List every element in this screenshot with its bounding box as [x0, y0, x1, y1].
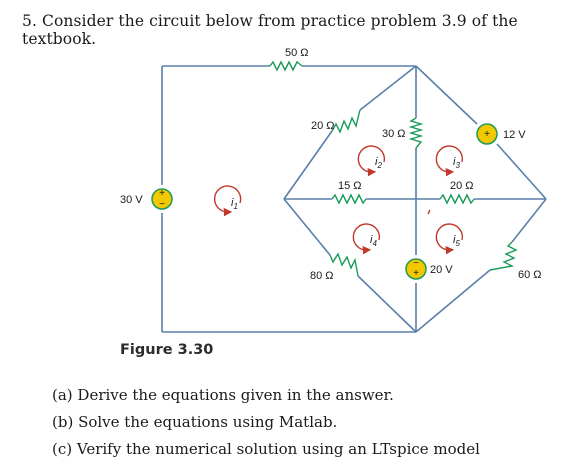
label-20-upper: 20 Ω — [311, 120, 335, 132]
resistor-50 — [270, 62, 302, 70]
part-a: (a) Derive the equations given in the answer. — [52, 386, 394, 404]
svg-text:+: + — [484, 129, 490, 140]
source-20v — [406, 258, 426, 279]
label-15: 15 Ω — [338, 180, 362, 192]
svg-text:+: + — [413, 268, 419, 279]
resistor-20-right — [440, 195, 474, 203]
circuit-wires — [162, 66, 546, 332]
label-20-right: 20 Ω — [450, 180, 474, 192]
label-20v: 20 V — [430, 264, 453, 276]
svg-text:−: − — [159, 199, 165, 210]
label-30v: 30 V — [120, 194, 143, 206]
current-i2: $i_2$ — [375, 156, 382, 170]
current-i1: $i_1$ — [231, 197, 238, 211]
label-80: 80 Ω — [310, 270, 334, 282]
label-50: 50 Ω — [285, 47, 309, 59]
svg-text:+: + — [159, 188, 165, 199]
resistor-15 — [332, 195, 366, 203]
svg-text:−: − — [413, 258, 419, 269]
part-b: (b) Solve the equations using Matlab. — [52, 413, 338, 431]
current-i5: $i_5$ — [453, 234, 460, 248]
part-c: (c) Verify the numerical solution using an LTspice model — [52, 440, 480, 458]
resistor-60 — [490, 242, 516, 270]
figure-caption: Figure 3.30 — [120, 342, 214, 358]
resistor-20-upper — [332, 110, 360, 132]
question-parts — [52, 382, 480, 463]
resistor-30 — [411, 118, 421, 148]
problem-statement: 5. Consider the circuit below from practice problem 3.9 of the textbook. — [22, 12, 518, 48]
current-i4: $i_4$ — [370, 234, 377, 248]
current-i3: $i_3$ — [453, 156, 460, 170]
label-30: 30 Ω — [382, 128, 406, 140]
resistor-80 — [330, 254, 358, 276]
source-30v — [152, 188, 172, 210]
label-60: 60 Ω — [518, 269, 542, 281]
source-12v — [477, 124, 497, 144]
label-12v: 12 V — [503, 129, 526, 141]
